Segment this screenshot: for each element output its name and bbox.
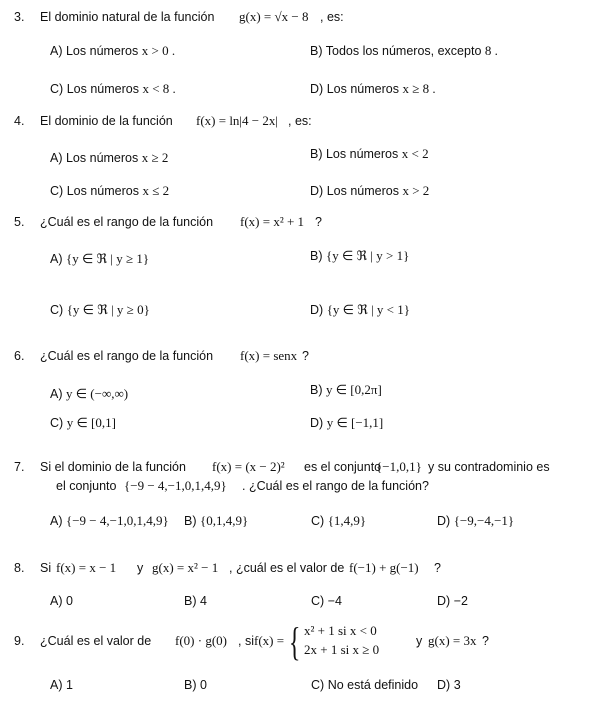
option-d[interactable]: D) 3 bbox=[437, 678, 461, 692]
question-math-g: g(x) = x² − 1 bbox=[152, 560, 219, 575]
question-math-codomain: {−9 − 4,−1,0,1,4,9} bbox=[124, 478, 227, 493]
question-prompt-end: ? bbox=[482, 634, 489, 648]
option-c[interactable]: C) {1,4,9} bbox=[311, 513, 367, 528]
option-d[interactable]: D) Los números x ≥ 8 . bbox=[310, 81, 436, 96]
question-math: f(x) = senx bbox=[240, 348, 298, 363]
option-b[interactable]: B) {0,1,4,9} bbox=[184, 513, 249, 528]
question-prompt: El dominio de la función bbox=[40, 114, 173, 128]
question-math-sum: f(−1) + g(−1) bbox=[349, 560, 419, 575]
question-number: 3. bbox=[14, 10, 25, 24]
question-prompt: ¿Cuál es el valor de bbox=[40, 634, 152, 648]
question-math-f: f(x) = x − 1 bbox=[56, 560, 117, 575]
option-a[interactable]: A) {−9 − 4,−1,0,1,4,9} bbox=[50, 513, 169, 528]
option-a[interactable]: A) Los números x > 0 . bbox=[50, 43, 176, 58]
piecewise-case-1: x² + 1 si x < 0 bbox=[304, 623, 377, 638]
question-prompt-line2-end: . ¿Cuál es el rango de la función? bbox=[242, 479, 429, 493]
question-number: 9. bbox=[14, 634, 25, 648]
option-c[interactable]: C) Los números x < 8 . bbox=[50, 81, 176, 96]
question-prompt: El dominio natural de la función bbox=[40, 10, 215, 24]
question-prompt-end: ? bbox=[315, 215, 322, 229]
option-c[interactable]: C) No está definido bbox=[311, 678, 419, 692]
question-prompt-line2: el conjunto bbox=[56, 479, 117, 493]
question-prompt-mid: es el conjunto bbox=[304, 460, 382, 474]
question-prompt-end: ? bbox=[434, 561, 441, 575]
question-prompt-end: , es: bbox=[288, 114, 312, 128]
question-math: f(x) = ln|4 − 2x| bbox=[196, 113, 278, 128]
question-prompt-end: , es: bbox=[320, 10, 344, 24]
piecewise-case-2: 2x + 1 si x ≥ 0 bbox=[304, 642, 380, 657]
question-math-g: g(x) = 3x bbox=[428, 633, 477, 648]
question-prompt-y: y bbox=[137, 561, 144, 575]
option-c[interactable]: C) −4 bbox=[311, 594, 342, 608]
option-d[interactable]: D) y ∈ [−1,1] bbox=[310, 415, 384, 430]
option-c[interactable]: C) {y ∈ ℜ | y ≥ 0} bbox=[50, 302, 150, 317]
option-d[interactable]: D) {−9,−4,−1} bbox=[437, 513, 515, 528]
question-prompt: ¿Cuál es el rango de la función bbox=[40, 215, 214, 229]
option-d[interactable]: D) −2 bbox=[437, 594, 468, 608]
question-prompt: Si el dominio de la función bbox=[40, 460, 186, 474]
option-c[interactable]: C) y ∈ [0,1] bbox=[50, 415, 116, 430]
question-math: g(x) = √x − 8 bbox=[239, 9, 309, 24]
option-b[interactable]: B) {y ∈ ℜ | y > 1} bbox=[310, 248, 410, 263]
option-b[interactable]: B) Los números x < 2 bbox=[310, 146, 429, 161]
question-math-set: {−1,0,1} bbox=[376, 459, 422, 474]
question-number: 5. bbox=[14, 215, 25, 229]
question-prompt-y: y bbox=[416, 634, 423, 648]
option-b[interactable]: B) 4 bbox=[184, 594, 207, 608]
question-prompt-si: , si bbox=[238, 634, 254, 648]
question-number: 4. bbox=[14, 114, 25, 128]
piecewise-function-label: f(x) = bbox=[254, 633, 285, 648]
question-prompt: Si bbox=[40, 561, 52, 575]
question-math-product: f(0) · g(0) bbox=[175, 633, 227, 648]
question-number: 7. bbox=[14, 460, 25, 474]
question-prompt: ¿Cuál es el rango de la función bbox=[40, 349, 214, 363]
question-prompt-end: ? bbox=[302, 349, 309, 363]
option-a[interactable]: A) 0 bbox=[50, 594, 73, 608]
question-prompt-end: y su contradominio es bbox=[428, 460, 550, 474]
question-number: 6. bbox=[14, 349, 25, 363]
option-b[interactable]: B) y ∈ [0,2π] bbox=[310, 382, 382, 397]
option-a[interactable]: A) {y ∈ ℜ | y ≥ 1} bbox=[50, 251, 150, 266]
option-a[interactable]: A) Los números x ≥ 2 bbox=[50, 150, 169, 165]
option-c[interactable]: C) Los números x ≤ 2 bbox=[50, 183, 170, 198]
question-prompt-mid: , ¿cuál es el valor de bbox=[229, 561, 345, 575]
option-a[interactable]: A) y ∈ (−∞,∞) bbox=[50, 386, 129, 401]
question-number: 8. bbox=[14, 561, 25, 575]
piecewise-brace: { bbox=[288, 619, 301, 664]
option-d[interactable]: D) {y ∈ ℜ | y < 1} bbox=[310, 302, 411, 317]
question-math: f(x) = (x − 2)² bbox=[212, 459, 285, 474]
question-math: f(x) = x² + 1 bbox=[240, 214, 305, 229]
option-b[interactable]: B) 0 bbox=[184, 678, 207, 692]
option-a[interactable]: A) 1 bbox=[50, 678, 73, 692]
option-b[interactable]: B) Todos los números, excepto 8 . bbox=[310, 43, 498, 58]
option-d[interactable]: D) Los números x > 2 bbox=[310, 183, 430, 198]
